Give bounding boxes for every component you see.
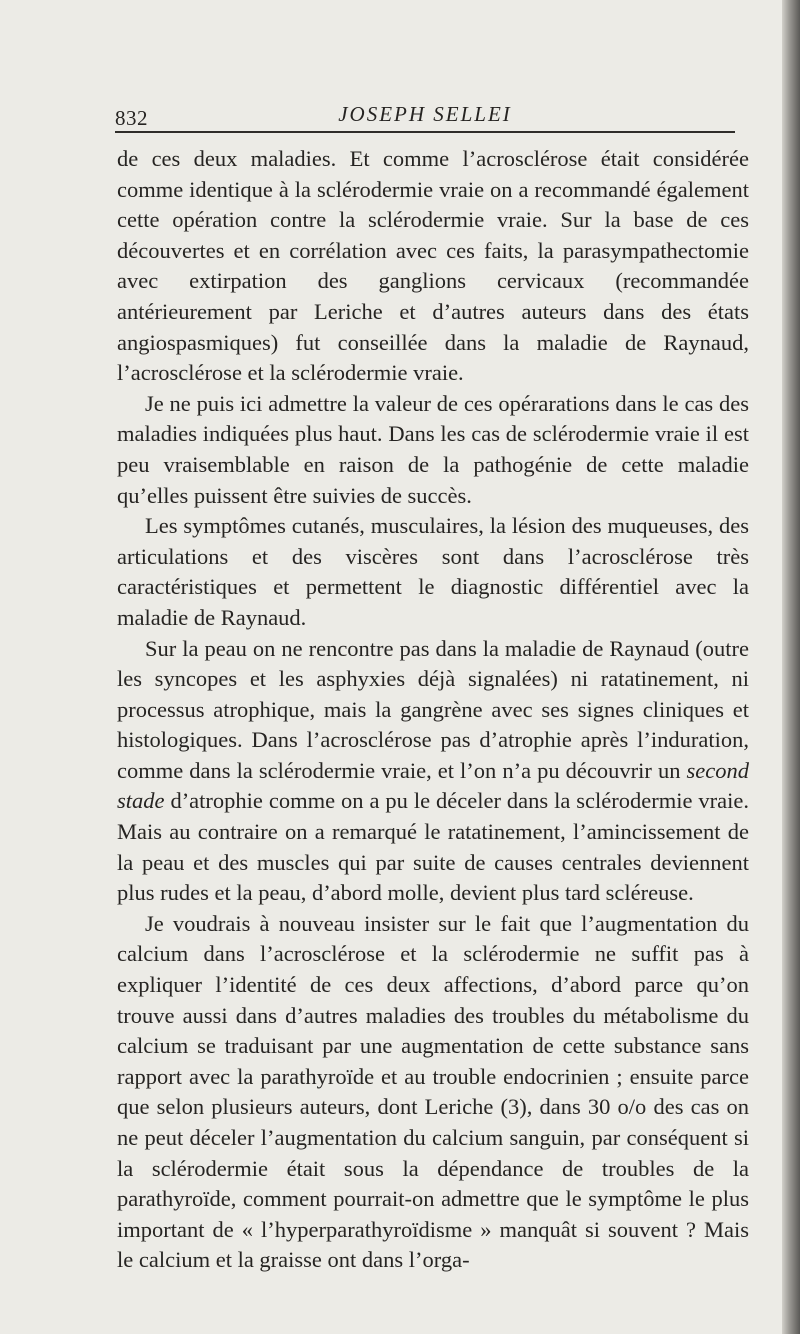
paragraph-5: Je voudrais à nouveau insister sur le fait que l’augmentation du calcium dans l’acrosclérose et la sclérodermie ne suffit pas à expliquer l’identité de ces deux affections, d’abord parce qu’on trouve aussi dans d’autres maladies des troubles du métabolisme du calcium se traduisant par une augmentation de cette substance sans rapport avec la parathyroïde et au trouble endocrinien ; ensuite parce que selon plusieurs auteurs, dont Leriche (3), dans 30 o/o des cas on ne peut déceler l’augmentation du calcium sanguin, par conséquent si la sclérodermie était sous la dépendance de troubles de la parathyroïde, comment pourrait-on admettre que le symptôme le plus important de « l’hyperparathyroïdisme » manquât si souvent ? Mais le calcium et la graisse ont dans l’orga- bbox=[117, 910, 749, 1273]
running-head: JOSEPH SELLEI bbox=[338, 102, 512, 126]
paragraph-2: Je ne puis ici admettre la valeur de ces opérarations dans le cas des maladies indiquées plus haut. Dans les cas de sclérodermie vraie il est peu vraisemblable en raison de la pathogénie de cette maladie qu’elles puissent être suivies de succès. bbox=[117, 390, 749, 508]
body-text bbox=[117, 144, 749, 1276]
emphasis-second-stade: second stade bbox=[117, 757, 749, 814]
paragraph-4-before: Sur la peau on ne rencontre pas dans la maladie de Raynaud (outre les syncopes et les asphyxies déjà signalées) ni ratatinement, ni processus atrophique, mais la gangrène avec ses signes cliniques et histologiques. Dans l’acrosclérose pas d’atrophie après l’induration, comme dans la sclérodermie vraie, et l’on n’a pu découvrir un bbox=[117, 635, 749, 783]
page-header bbox=[115, 100, 735, 130]
paragraph-1: de ces deux maladies. Et comme l’acrosclérose était considérée comme identique à la sclérodermie vraie on a recommandé également cette opération contre la sclérodermie vraie. Sur la base de ces découvertes et en corrélation avec ces faits, la parasympathectomie avec extirpation des ganglions cervicaux (recommandée antérieurement par Leriche et d’autres auteurs dans des états angiospasmiques) fut conseillée dans la maladie de Raynaud, l’acrosclérose et la sclérodermie vraie. bbox=[117, 146, 749, 386]
paragraph-4 bbox=[117, 634, 749, 909]
paragraph-3: Les symptômes cutanés, musculaires, la lésion des muqueuses, des articulations et des viscères sont dans l’acrosclérose très caractéristiques et permettent le diagnostic différentiel avec la maladie de Raynaud. bbox=[117, 513, 749, 630]
paragraph-4-after: d’atrophie comme on a pu le déceler dans la sclérodermie vraie. Mais au contraire on a remarqué le ratatinement, l’amincissement de la peau et des muscles qui par suite de causes centrales deviennent plus rudes et la peau, d’abord molle, devient plus tard scléreuse. bbox=[117, 788, 749, 906]
book-spine-shadow bbox=[782, 0, 800, 1334]
page-number: 832 bbox=[115, 106, 148, 130]
header-rule bbox=[115, 131, 735, 133]
